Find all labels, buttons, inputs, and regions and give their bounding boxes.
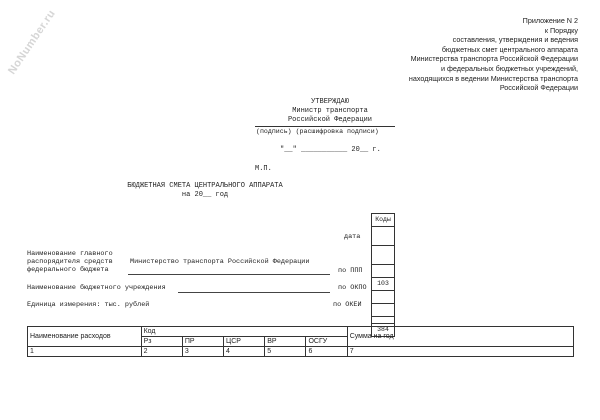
header-expense-name: Наименование расходов bbox=[28, 327, 142, 347]
signature-caption: (подпись) (расшифровка подписи) bbox=[256, 128, 379, 135]
codes-okpo-value bbox=[372, 304, 394, 317]
date-label: дата bbox=[344, 233, 361, 241]
appendix-line: Министерства транспорта Российской Федерации bbox=[410, 54, 578, 64]
signature-line bbox=[255, 126, 395, 127]
codes-box bbox=[371, 213, 395, 337]
table-number-row bbox=[28, 347, 574, 357]
manager-label-2: распорядителя средств bbox=[27, 258, 113, 266]
header-year-sum: Сумма на год bbox=[347, 327, 573, 347]
header-code: Код bbox=[141, 327, 347, 337]
col-number: 4 bbox=[224, 347, 265, 357]
approval-line: УТВЕРЖДАЮ bbox=[311, 98, 349, 106]
unit-label: Единица измерения: тыс. рублей bbox=[27, 301, 150, 309]
manager-underline bbox=[128, 274, 330, 275]
appendix-line: к Порядку bbox=[544, 25, 578, 35]
document-year: на 20__ год bbox=[181, 191, 229, 199]
subheader-rz: Рз bbox=[141, 337, 182, 347]
approval-line: Министр транспорта bbox=[292, 106, 368, 115]
appendix-line: находящихся в ведении Министерства транспорта bbox=[408, 73, 578, 83]
codes-ppp-value: 103 bbox=[372, 278, 394, 291]
approval-block bbox=[250, 98, 410, 124]
codes-date-cell bbox=[372, 246, 394, 265]
appendix-line: и федеральных бюджетных учреждений, bbox=[441, 63, 578, 73]
codes-okei-value: 384 bbox=[377, 326, 389, 333]
ppp-label: по ППП bbox=[338, 267, 363, 275]
institution-label: Наименование бюджетного учреждения bbox=[27, 284, 166, 292]
appendix-block bbox=[409, 16, 578, 93]
subheader-pr: ПР bbox=[182, 337, 223, 347]
watermark: NoNumber.ru bbox=[6, 7, 58, 77]
table-header-row bbox=[28, 327, 574, 337]
okpo-label: по ОКПО bbox=[338, 284, 367, 292]
subheader-vr: ВР bbox=[265, 337, 306, 347]
approval-date: "__" ___________ 20__ г. bbox=[280, 146, 381, 154]
col-number: 2 bbox=[141, 347, 182, 357]
institution-underline bbox=[178, 292, 330, 293]
appendix-line: Приложение N 2 bbox=[522, 16, 578, 25]
manager-label-3: федерального бюджета bbox=[27, 266, 109, 274]
col-number: 7 bbox=[347, 347, 573, 357]
document-title: БЮДЖЕТНАЯ СМЕТА ЦЕНТРАЛЬНОГО АППАРАТА bbox=[127, 182, 283, 190]
col-number: 3 bbox=[182, 347, 223, 357]
codes-empty-cell-2 bbox=[372, 291, 394, 304]
codes-form-cell bbox=[372, 227, 394, 246]
appendix-line: бюджетных смет центрального аппарата bbox=[441, 44, 578, 54]
subheader-osgu: ОСГУ bbox=[306, 337, 347, 347]
okei-label: по ОКЕИ bbox=[333, 301, 362, 309]
appendix-line: составления, утверждения и ведения bbox=[452, 35, 578, 45]
expenses-table bbox=[27, 326, 574, 357]
appendix-line: Российской Федерации bbox=[499, 83, 578, 93]
codes-empty-cell bbox=[372, 265, 394, 278]
manager-label-1: Наименование главного bbox=[27, 250, 113, 258]
codes-empty-cell-3 bbox=[372, 317, 394, 324]
col-number: 6 bbox=[306, 347, 347, 357]
approval-line: Российской Федерации bbox=[287, 115, 372, 124]
col-number: 5 bbox=[265, 347, 306, 357]
codes-header: Коды bbox=[372, 214, 394, 227]
stamp-place: М.П. bbox=[255, 165, 272, 173]
col-number: 1 bbox=[28, 347, 142, 357]
manager-value: Министерство транспорта Российской Федерации bbox=[130, 258, 310, 266]
subheader-csr: ЦСР bbox=[224, 337, 265, 347]
